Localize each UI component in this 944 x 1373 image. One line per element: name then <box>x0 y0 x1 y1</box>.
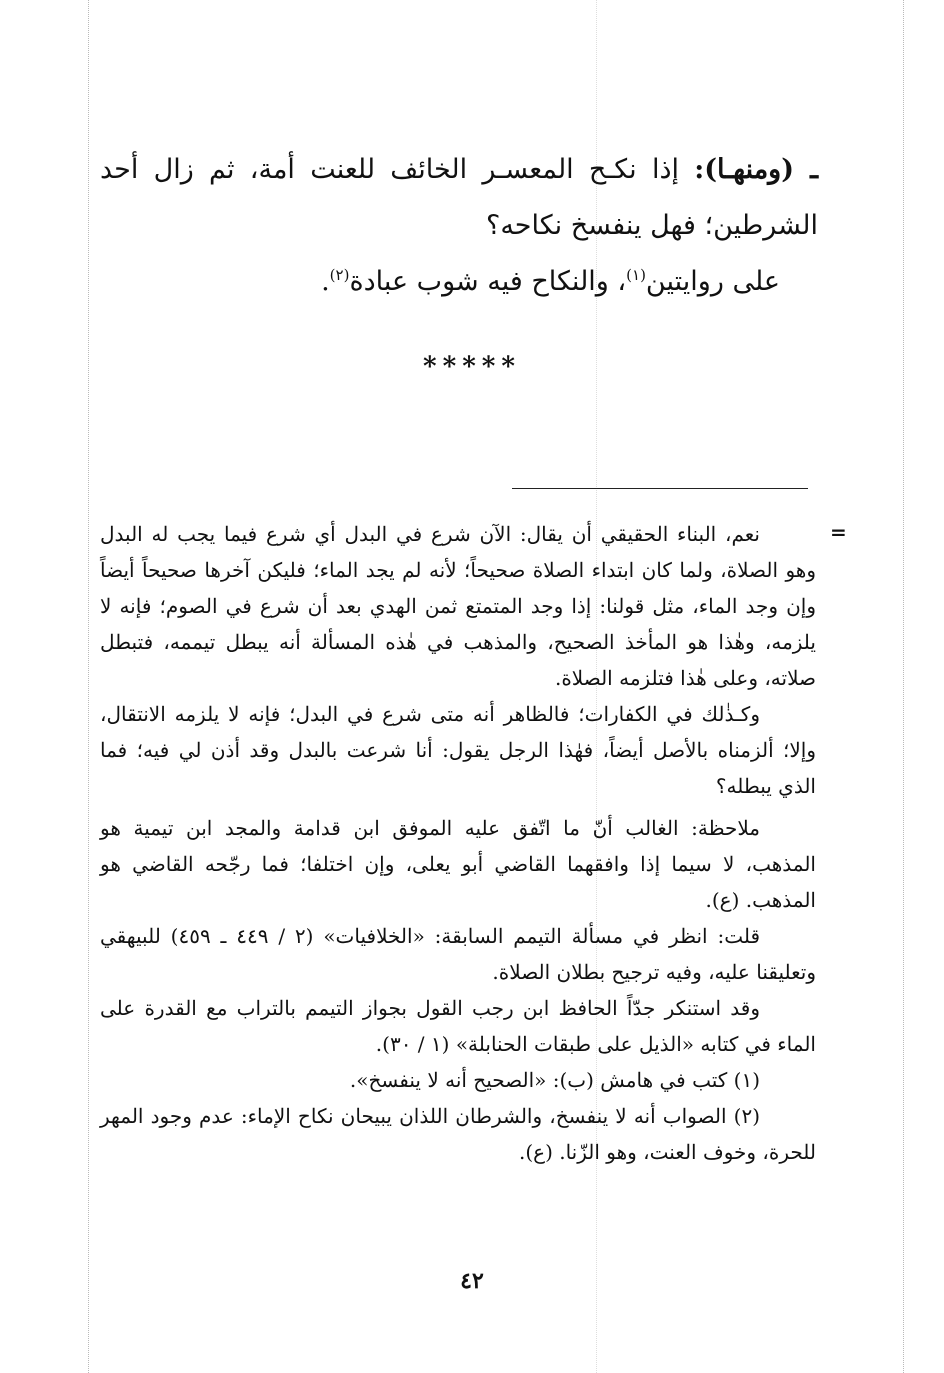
footnote-paragraph: وكـذٰلك في الكفارات؛ فالظاهر أنه متى شرع في البدل؛ فإنه لا يلزمه الانتقال، وإلا؛ ألزمناه بالأصل أيضاً، فهٰذا الرجل يقول: أنا شرعت بالبدل وقد أذن لي فيه؛ فما الذي يبطله؟ <box>100 702 816 798</box>
footnote-paragraph: وقد استنكر جدّاً الحافظ ابن رجب القول بجواز التيمم بالتراب مع القدرة على الماء في كتابه «الذيل على طبقات الحنابلة» (١ / ٣٠). <box>100 996 816 1056</box>
page-number: ٤٢ <box>460 1268 484 1294</box>
page-edge-right <box>903 0 904 1373</box>
footnote-paragraph: قلت: انظر في مسألة التيمم السابقة: «الخلافيات» (٢ / ٤٤٩ ـ ٤٥٩) للبيهقي وتعليقنا عليه، وفيه ترجيح بطلان الصلاة. <box>100 924 816 984</box>
page-edge-left <box>88 0 89 1373</box>
question-lead: ـ (ومنهـا): <box>694 154 818 185</box>
answer-mid: ، والنكاح فيه شوب عبادة <box>349 266 627 297</box>
footnote-divider <box>512 488 808 489</box>
footnote-ref-1[interactable]: (١) <box>626 266 646 284</box>
footnote-paragraph: ملاحظة: الغالب أنّ ما اتّفق عليه الموفق ابن قدامة والمجد ابن تيمية هو المذهب، لا سيما إذا وافقهما القاضي أبو يعلى، وإن اختلفا؛ فما رجّحه القاضي هو المذهب. (ع). <box>100 816 816 912</box>
footnote-1: (١) كتب في هامش (ب): «الصحيح أنه لا ينفسخ». <box>349 1068 760 1092</box>
footnotes-section <box>100 516 816 1170</box>
answer-end: . <box>321 266 330 297</box>
section-separator: ***** <box>423 352 521 382</box>
question-body: إذا نكـح المعسـر الخائف للعنت أمة، ثم زال أحد الشرطين؛ فهل ينفسخ نكاحه؟ <box>100 154 818 241</box>
answer-text: على روايتين <box>645 266 780 297</box>
footnote-ref-2[interactable]: (٢) <box>329 266 350 284</box>
continuation-mark: = <box>830 520 847 544</box>
footnote-paragraph: نعم، البناء الحقيقي أن يقال: الآن شرع في البدل أي شرع فيما يجب له البدل وهو الصلاة، ولما كان ابتداء الصلاة صحيحاً؛ لأنه لم يجد الماء؛ فليكن آخرها صحيحاً أيضاً وإن وجد الماء، مثل قولنا: إذا وجد المتمتع ثمن الهدي بعد أن شرع في الصوم؛ فإنه لا يلزمه، وهٰذا هو المأخذ الصحيح، والمذهب في هٰذه المسألة أنه يبطل تيممه، فتبطل صلاته، وعلى هٰذا فتلزمه الصلاة. <box>100 522 816 690</box>
answer-paragraph <box>100 262 780 302</box>
question-paragraph <box>100 142 818 254</box>
footnote-2: (٢) الصواب أنه لا ينفسخ، والشرطان اللذان يبيحان نكاح الإماء: عدم وجود المهر للحرة، وخوف العنت، وهو الزّنا. (ع). <box>100 1104 816 1164</box>
